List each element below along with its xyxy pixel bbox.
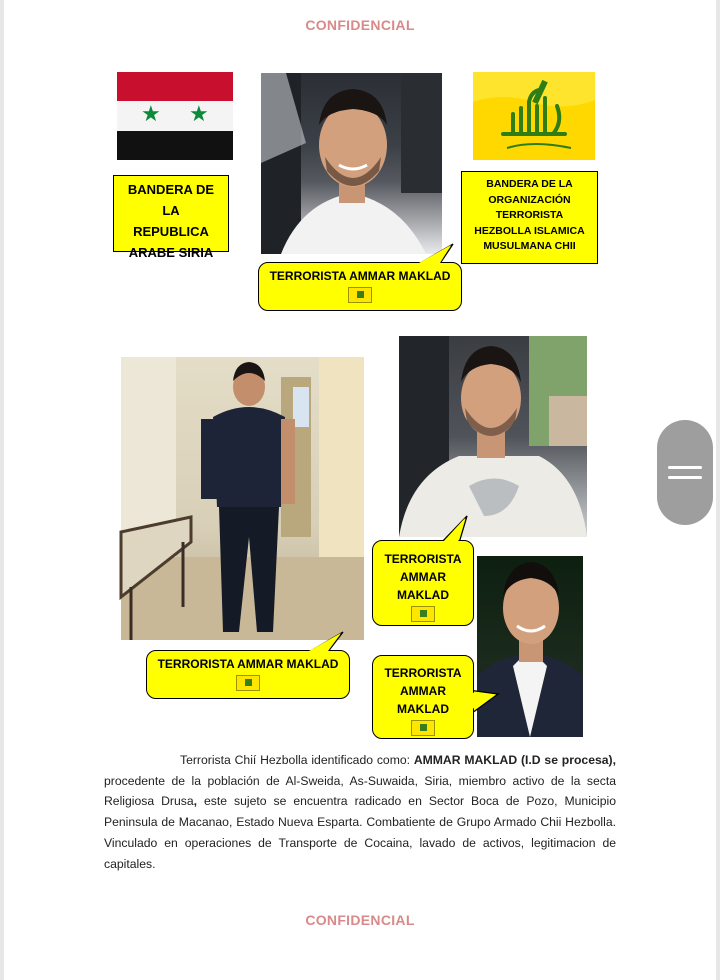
caption-bubble-top: TERRORISTA AMMAR MAKLAD	[258, 262, 462, 311]
hezbollah-emblem-icon	[473, 72, 595, 160]
footer-confidential: CONFIDENCIAL	[305, 912, 415, 928]
caption-bubble-right-1: TERRORISTA AMMAR MAKLAD	[372, 540, 474, 626]
hezbollah-emblem-icon	[411, 720, 435, 736]
hezbollah-emblem-icon	[348, 287, 372, 303]
hezbollah-emblem-icon	[236, 675, 260, 691]
suspect-photo-car-selfie	[261, 73, 442, 254]
syria-flag-image: ★ ★	[117, 72, 233, 160]
suspect-name: AMMAR MAKLAD (I.D se procesa),	[413, 753, 616, 767]
suspect-photo-hallway	[121, 357, 364, 640]
header-confidential: CONFIDENCIAL	[305, 17, 415, 33]
caption-bubble-middle-left: TERRORISTA AMMAR MAKLAD	[146, 650, 350, 699]
syria-flag-caption: BANDERA DE LA REPUBLICA ARABE SIRIA	[113, 175, 229, 252]
drag-handle-icon[interactable]	[657, 420, 713, 525]
hezbollah-emblem-icon	[411, 606, 435, 622]
hezbollah-flag-image	[473, 72, 595, 160]
suspect-photo-car-tshirt	[399, 336, 587, 537]
hezbollah-flag-caption: BANDERA DE LA ORGANIZACIÓN TERRORISTA HEZBOLLA ISLAMICA MUSULMANA CHII	[461, 171, 598, 264]
caption-bubble-right-2: TERRORISTA AMMAR MAKLAD	[372, 655, 474, 739]
description-paragraph: Terrorista Chií Hezbolla identificado como: AMMAR MAKLAD (I.D se procesa), procedente de la población de Al-Sweida, As-Suwaida, Siria, miembro activo de la secta Religiosa Drusa, este sujeto se encuentra radicado en Sector Boca de Pozo, Municipio Peninsula de Macanao, Estado Nueva Esparta. Combatiente de Grupo Armado Chii Hezbolla. Vinculado en operaciones de Transporte de Cocaina, lavado de activos, legitimacion de capitales.	[104, 753, 616, 871]
